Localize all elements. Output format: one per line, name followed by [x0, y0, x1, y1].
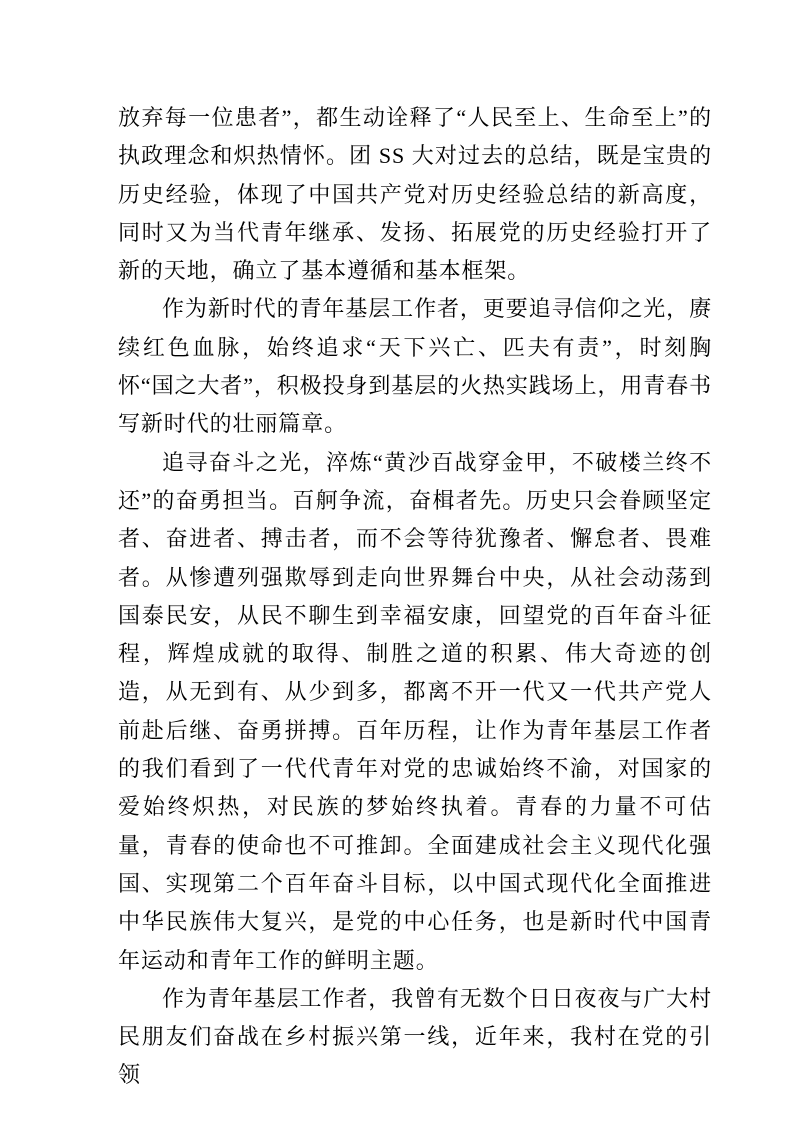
paragraph: 追寻奋斗之光，淬炼“黄沙百战穿金甲，不破楼兰终不还”的奋勇担当。百舸争流，奋楫者先。历史只会眷顾坚定者、奋进者、搏击者，而不会等待犹豫者、懈怠者、畏难者。从惨遭列强欺辱到走向世界舞台中央，从社会动荡到国泰民安，从民不聊生到幸福安康，回望党的百年奋斗征程，辉煌成就的取得、制胜之道的积累、伟大奇迹的创造，从无到有、从少到多，都离不开一代又一代共产党人前赴后继、奋勇拼搏。百年历程，让作为青年基层工作者的我们看到了一代代青年对党的忠诚始终不渝，对国家的爱始终炽热，对民族的梦始终执着。青春的力量不可估量，青春的使命也不可推卸。全面建成社会主义现代化强国、实现第二个百年奋斗目标，以中国式现代化全面推进中华民族伟大复兴，是党的中心任务，也是新时代中国青年运动和青年工作的鲜明主题。	[118, 449, 712, 973]
body-text	[118, 99, 712, 1095]
paragraph: 作为新时代的青年基层工作者，更要追寻信仰之光，赓续红色血脉，始终追求“天下兴亡、匹夫有责”，时刻胸怀“国之大者”，积极投身到基层的火热实践场上，用青春书写新时代的壮丽篇章。	[118, 296, 712, 437]
paragraph-continuation: 放弃每一位患者”，都生动诠释了“人民至上、生命至上”的执政理念和炽热情怀。团 SS 大对过去的总结，既是宝贵的历史经验，体现了中国共产党对历史经验总结的新高度，同时又为当代青年继承、发扬、拓展党的历史经验打开了新的天地，确立了基本遵循和基本框架。	[118, 105, 712, 284]
paragraph: 作为青年基层工作者，我曾有无数个日日夜夜与广大村民朋友们奋战在乡村振兴第一线，近年来，我村在党的引领	[118, 985, 712, 1088]
